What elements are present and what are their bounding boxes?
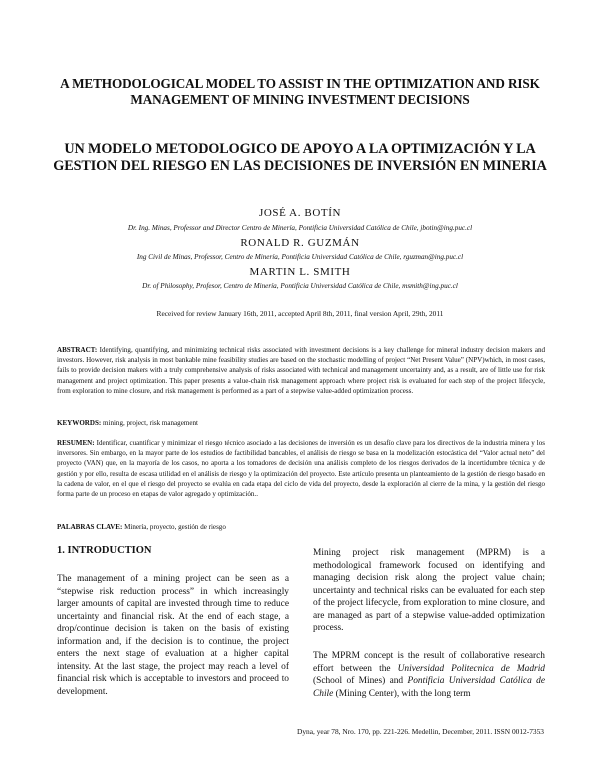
keywords-label: KEYWORDS: xyxy=(57,419,102,427)
intro-paragraph-3-mid: (School of Mines) and xyxy=(313,676,408,686)
intro-paragraph-1: The management of a mining project can be seen as a “stepwise risk reduction process” in which increasingly larger amounts of capital are invested through time to reduce uncertainty and financial risk. At the end of each stage, a drop/continue decision is taken on the basis of existing information and, if the decision is to continue, the project enters the next stage of evaluation at a higher capital intensity. At the last stage, the project may reach a level of financial risk which is acceptable to investors and proceed to development. xyxy=(57,574,289,697)
abstract-text: Identifying, quantifying, and minimizing technical risks associated with investment decisions is a key challenge for mineral industry decision makers and investors. However, risk analysis in most bankable mine feasibility studies are based on the stochastic modelling of project “Net Present Value” (NPV)which, in most cases, fails to provide decision makers with a truly comprehensive analysis of risks associated with technical and management uncertainty and, as a result, are of little use for risk management and project optimization. This paper presents a value-chain risk management approach where project risk is evaluated for each step of the project lifecycle, from exploration to mine closure, and risk management is performed as a part of a stepwise value-added optimization process. xyxy=(57,346,545,395)
resumen xyxy=(57,438,545,499)
institution-puc: Pontificia Universidad Católica de Chile xyxy=(313,676,545,699)
abstract xyxy=(57,345,545,396)
author-affiliation-2: Ing Civil de Minas, Professor, Centro de Minería, Pontificia Universidad Católica de Chile, rguzman@ing.puc.cl xyxy=(136,253,464,261)
palabras-clave xyxy=(57,522,545,532)
author-affiliation-1: Dr. Ing. Minas, Professor and Director Centro de Minería, Pontificia Universidad Católica de Chile, jbotin@ing.puc.cl xyxy=(127,224,473,232)
title-spanish: UN MODELO METODOLOGICO DE APOYO A LA OPTIMIZACIÓN Y LA GESTION DEL RIESGO EN LAS DECISIONES DE INVERSIÓN EN MINERIA xyxy=(53,141,547,174)
palabras-clave-text: Minería, proyecto, gestión de riesgo xyxy=(124,523,226,531)
author-name-1: JOSÉ A. BOTÍN xyxy=(258,207,342,219)
resumen-label: RESUMEN: xyxy=(57,439,95,447)
palabras-clave-label: PALABRAS CLAVE: xyxy=(57,523,123,531)
keywords xyxy=(57,418,545,428)
resumen-text: Identificar, cuantificar y minimizar el riesgo técnico asociado a las decisiones de inversión es un desafío clave para los directivos de la industria minera y los inversores. Sin embargo, en la mayor parte de los estudios de factibilidad bancables, el análisis de riesgo se basa en la modelización estocástica del “Valor actual neto” del proyecto (VAN) que, en la mayoría de los casos, no aporta a los tomadores de decisión una análisis completo de los riesgos derivados de la incertidumbre técnica y de gestión y por ello, resulta de escasa utilidad en el análisis de riesgo y la optimización del proyecto. Este artículo presenta un planteamiento de la gestión de riesgo basado en la cadena de valor, en el que el riesgo del proyecto se evalúa en cada etapa del ciclo de vida del proyecto, desde la exploración al cierre de la mina, y la gestión del riesgo forma parte de un proceso en etapas de valor agregado y optimización.. xyxy=(57,439,546,499)
author-name-2: RONALD R. GUZMÁN xyxy=(240,237,360,249)
intro-paragraph-3-lead: The MPRM concept is the result of collaborative research effort between the xyxy=(313,651,545,674)
intro-paragraph-3-tail: (Mining Center), with the long term xyxy=(333,688,471,699)
keywords-text: mining, project, risk management xyxy=(103,419,198,427)
author-name-3: MARTIN L. SMITH xyxy=(249,266,351,278)
abstract-label: ABSTRACT: xyxy=(57,346,98,354)
title-english: A METHODOLOGICAL MODEL TO ASSIST IN THE OPTIMIZATION AND RISK MANAGEMENT OF MINING INVESTMENT DECISIONS xyxy=(60,76,540,107)
intro-paragraph-2: Mining project risk management (MPRM) is a methodological framework focused on identifying and managing decision risk along the project value chain; uncertainty and technical risks can be evaluated for each step of the project lifecycle, from exploration to mine closure, and are managed as part of a stepwise value-added optimization process. xyxy=(313,548,545,633)
review-dates: Received for review January 16th, 2011, accepted April 8th, 2011, final version April, 29th, 2011 xyxy=(156,309,444,318)
journal-footer: Dyna, year 78, Nro. 170, pp. 221-226. Medellin, December, 2011. ISSN 0012-7353 xyxy=(297,727,544,736)
institution-upm: Universidad Politecnica de Madrid xyxy=(397,663,545,674)
section-heading-introduction: 1. INTRODUCTION xyxy=(57,545,152,556)
intro-paragraph-3 xyxy=(313,650,545,700)
author-affiliation-3: Dr. of Philosophy, Profesor, Centro de Minería, Pontificia Universidad Católica de Chile, msmith@ing.puc.cl xyxy=(142,282,458,290)
